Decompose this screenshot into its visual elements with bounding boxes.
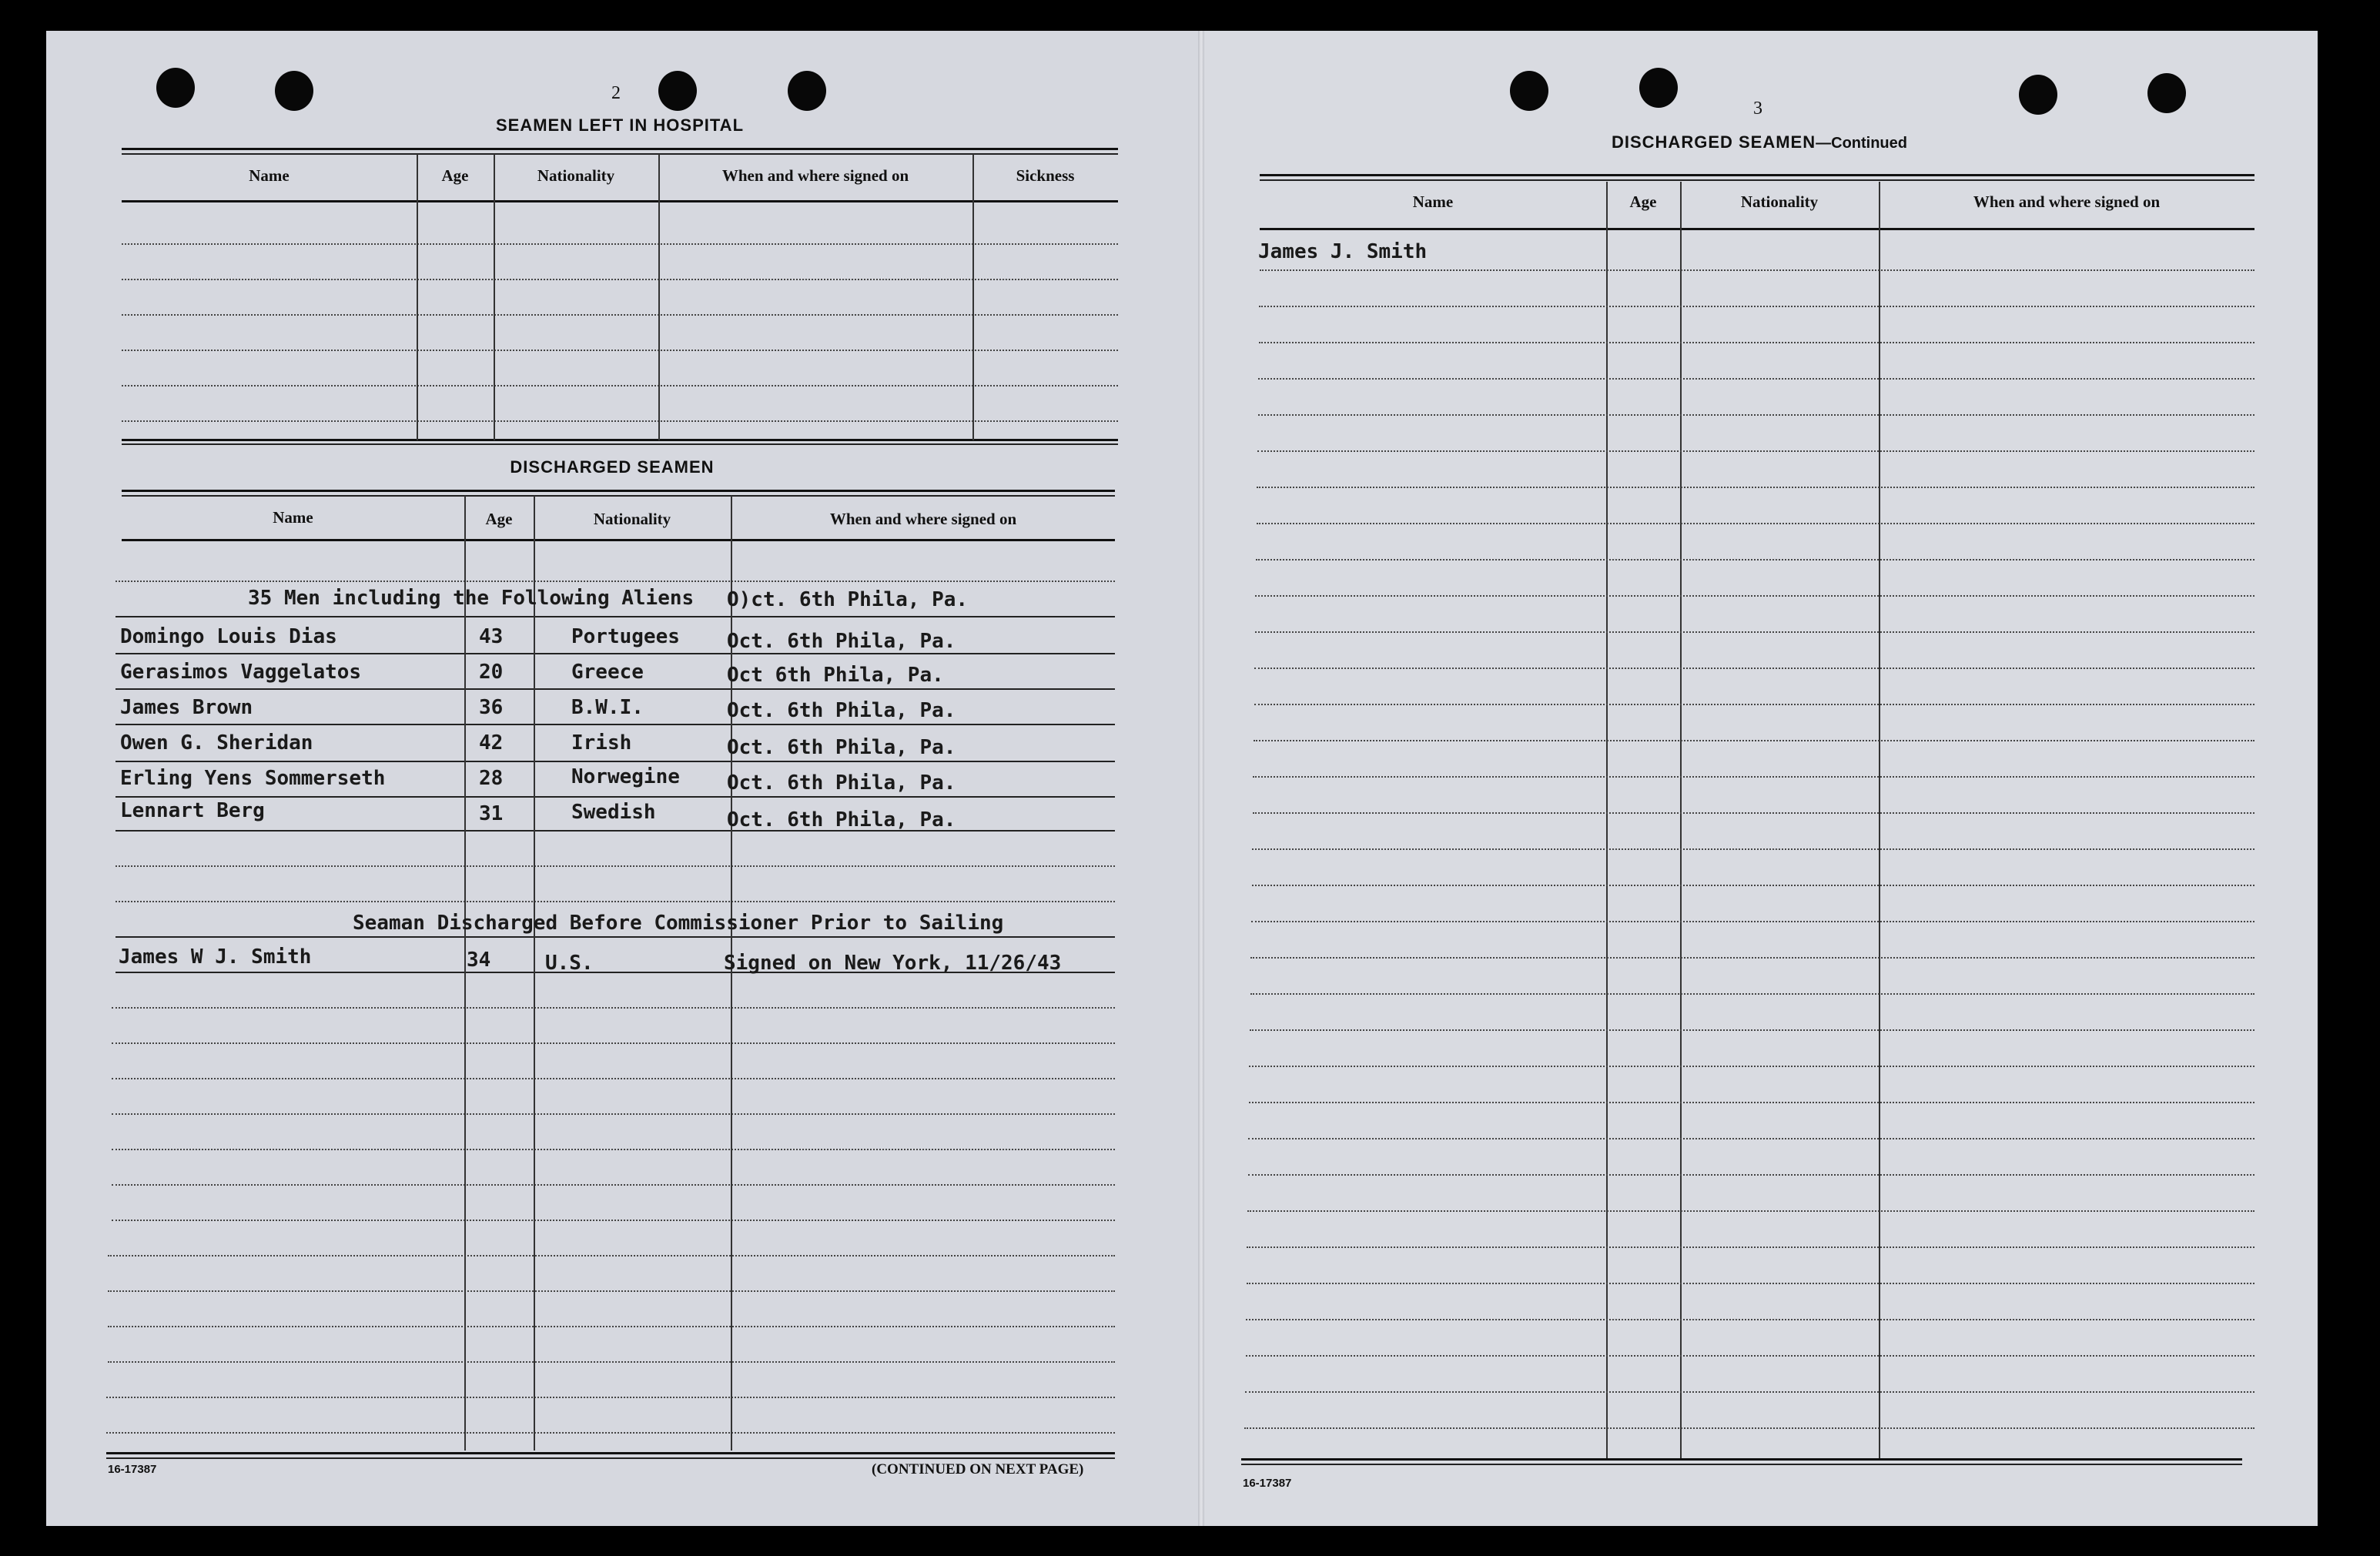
table-rule bbox=[106, 1452, 1115, 1454]
table-rule bbox=[115, 865, 1115, 867]
table-rule bbox=[1254, 740, 2254, 741]
table-rule bbox=[1254, 668, 2254, 669]
seaman-name: Owen G. Sheridan bbox=[120, 731, 313, 755]
table-rule bbox=[1251, 921, 2254, 922]
table-rule bbox=[1241, 1458, 2242, 1461]
punch-hole bbox=[1639, 68, 1678, 108]
table-rule bbox=[1259, 342, 2254, 343]
table-rule bbox=[1241, 1464, 2242, 1465]
group-signed-on: O)ct. 6th Phila, Pa. bbox=[727, 588, 969, 611]
seaman-nationality: U.S. bbox=[545, 952, 594, 975]
table-rule bbox=[1260, 179, 2254, 181]
section-title-suffix: —Continued bbox=[1816, 135, 1907, 152]
table-rule bbox=[112, 1042, 1115, 1044]
table-rule bbox=[115, 581, 1115, 582]
table-rule bbox=[1247, 1283, 2254, 1284]
col-header-sickness: Sickness bbox=[1016, 166, 1075, 185]
column-divider bbox=[1606, 182, 1608, 1460]
col-header-name: Name bbox=[273, 508, 313, 527]
seaman-age: 28 bbox=[479, 767, 504, 790]
table-rule bbox=[1246, 1319, 2254, 1320]
table-rule bbox=[1258, 378, 2254, 380]
seaman-nationality: Swedish bbox=[571, 801, 656, 824]
table-rule bbox=[1247, 1210, 2254, 1212]
table-rule bbox=[122, 385, 1118, 386]
table-rule bbox=[1244, 1427, 2254, 1429]
table-rule bbox=[1259, 306, 2254, 307]
seaman-name: Gerasimos Vaggelatos bbox=[120, 661, 362, 684]
table-rule bbox=[1250, 993, 2254, 995]
seaman-name: James Brown bbox=[120, 696, 253, 719]
table-rule bbox=[122, 200, 1118, 202]
column-divider bbox=[658, 154, 660, 440]
table-rule bbox=[122, 279, 1118, 280]
seaman-name: James W J. Smith bbox=[119, 945, 312, 969]
section-title-main: DISCHARGED SEAMEN bbox=[1611, 132, 1816, 152]
column-divider bbox=[972, 154, 974, 440]
seaman-age: 31 bbox=[479, 802, 504, 825]
table-rule bbox=[1245, 1391, 2254, 1393]
seaman-signed-on: Oct. 6th Phila, Pa. bbox=[727, 699, 956, 722]
table-rule bbox=[106, 1432, 1115, 1434]
punch-hole bbox=[788, 71, 826, 111]
table-rule bbox=[115, 724, 1115, 725]
seaman-nationality: Irish bbox=[571, 731, 632, 755]
column-divider bbox=[464, 496, 466, 1451]
hospital-section-title: SEAMEN LEFT IN HOSPITAL bbox=[495, 115, 745, 135]
before-sailing-heading: Seaman Discharged Before Commissioner Prior to Sailing bbox=[353, 912, 1004, 935]
col-header-name: Name bbox=[249, 166, 290, 185]
punch-hole bbox=[275, 71, 313, 111]
col-header-age: Age bbox=[441, 166, 469, 185]
table-rule bbox=[1255, 595, 2254, 597]
table-rule bbox=[1253, 812, 2254, 814]
table-rule bbox=[1252, 848, 2254, 850]
discharged-continued-title bbox=[1578, 132, 1940, 152]
table-rule bbox=[115, 653, 1115, 654]
table-rule bbox=[1257, 523, 2254, 524]
table-rule bbox=[106, 1457, 1115, 1459]
column-divider bbox=[494, 154, 495, 440]
col-header-age: Age bbox=[485, 510, 513, 528]
table-rule bbox=[1254, 704, 2254, 705]
table-rule bbox=[112, 1078, 1115, 1079]
col-header-name: Name bbox=[1412, 192, 1454, 211]
col-header-signed-on: When and where signed on bbox=[721, 166, 909, 185]
column-divider bbox=[534, 496, 535, 1451]
seaman-age: 20 bbox=[479, 661, 504, 684]
seaman-signed-on: Oct. 6th Phila, Pa. bbox=[727, 630, 956, 653]
seaman-signed-on: Oct 6th Phila, Pa. bbox=[727, 664, 944, 687]
table-rule bbox=[108, 1326, 1115, 1327]
table-rule bbox=[122, 439, 1118, 441]
seaman-signed-on: Oct. 6th Phila, Pa. bbox=[727, 808, 956, 832]
table-rule bbox=[115, 830, 1115, 832]
table-rule bbox=[122, 243, 1118, 245]
table-rule bbox=[122, 490, 1115, 492]
table-rule bbox=[122, 420, 1118, 422]
seaman-nationality: Greece bbox=[571, 661, 644, 684]
seaman-name: James J. Smith bbox=[1258, 240, 1428, 263]
column-divider bbox=[417, 154, 418, 440]
seaman-name: Lennart Berg bbox=[120, 799, 265, 822]
table-rule bbox=[1253, 776, 2254, 778]
table-rule bbox=[122, 443, 1118, 445]
table-rule bbox=[106, 1397, 1115, 1398]
column-divider bbox=[1879, 182, 1880, 1460]
table-rule bbox=[1249, 1102, 2254, 1103]
punch-hole bbox=[2019, 75, 2057, 115]
seaman-nationality: Norwegine bbox=[571, 765, 680, 788]
seaman-age: 36 bbox=[479, 696, 504, 719]
seaman-signed-on: Oct. 6th Phila, Pa. bbox=[727, 771, 956, 795]
punch-hole bbox=[1510, 71, 1548, 111]
table-rule bbox=[1260, 174, 2254, 176]
table-rule bbox=[112, 1184, 1115, 1186]
column-divider bbox=[1680, 182, 1682, 1460]
seaman-name: Erling Yens Sommerseth bbox=[120, 767, 386, 790]
seaman-nationality: Portugees bbox=[571, 625, 680, 648]
col-header-nationality: Nationality bbox=[593, 510, 671, 528]
seaman-signed-on: Oct. 6th Phila, Pa. bbox=[727, 736, 956, 759]
continued-note: (CONTINUED ON NEXT PAGE) bbox=[872, 1461, 1084, 1477]
seaman-signed-on: Signed on New York, 11/26/43 bbox=[724, 952, 1062, 975]
col-header-nationality: Nationality bbox=[537, 166, 615, 185]
table-rule bbox=[1249, 1066, 2254, 1067]
col-header-signed-on: When and where signed on bbox=[1973, 192, 2161, 211]
seaman-age: 42 bbox=[479, 731, 504, 755]
table-rule bbox=[122, 495, 1115, 497]
table-rule bbox=[112, 1007, 1115, 1009]
table-rule bbox=[122, 314, 1118, 316]
table-rule bbox=[1260, 269, 2254, 271]
seaman-nationality: B.W.I. bbox=[571, 696, 644, 719]
table-rule bbox=[115, 901, 1115, 902]
table-rule bbox=[112, 1149, 1115, 1150]
table-rule bbox=[108, 1290, 1115, 1292]
table-rule bbox=[1258, 414, 2254, 416]
table-rule bbox=[1255, 631, 2254, 633]
table-rule bbox=[1250, 957, 2254, 959]
form-number: 16-17387 bbox=[1243, 1477, 1292, 1490]
seaman-age: 43 bbox=[479, 625, 504, 648]
page-fold bbox=[1198, 31, 1204, 1526]
table-rule bbox=[1248, 1174, 2254, 1176]
discharged-section-title: DISCHARGED SEAMEN bbox=[510, 457, 715, 477]
col-header-nationality: Nationality bbox=[1740, 192, 1819, 211]
table-rule bbox=[108, 1255, 1115, 1257]
table-rule bbox=[122, 350, 1118, 351]
punch-hole bbox=[658, 71, 697, 111]
seaman-name: Domingo Louis Dias bbox=[120, 625, 337, 648]
punch-hole bbox=[2147, 73, 2186, 113]
table-rule bbox=[1260, 228, 2254, 230]
table-rule bbox=[1246, 1355, 2254, 1357]
table-rule bbox=[1248, 1138, 2254, 1139]
table-rule bbox=[112, 1113, 1115, 1115]
table-rule bbox=[1252, 885, 2254, 886]
col-header-age: Age bbox=[1629, 192, 1657, 211]
table-rule bbox=[115, 616, 1115, 617]
table-rule bbox=[115, 688, 1115, 690]
table-rule bbox=[122, 539, 1115, 541]
table-rule bbox=[115, 796, 1115, 798]
table-rule bbox=[115, 761, 1115, 762]
table-rule bbox=[1257, 450, 2254, 452]
table-rule bbox=[122, 148, 1118, 150]
page-number: 3 bbox=[1753, 99, 1762, 119]
group-heading: 35 Men including the Following Aliens bbox=[248, 587, 695, 610]
table-rule bbox=[1247, 1246, 2254, 1248]
table-rule bbox=[1256, 559, 2254, 560]
page-number: 2 bbox=[611, 83, 621, 103]
punch-hole bbox=[156, 68, 195, 108]
table-rule bbox=[112, 1220, 1115, 1221]
table-rule bbox=[122, 153, 1118, 155]
seaman-age: 34 bbox=[467, 949, 491, 972]
form-number: 16-17387 bbox=[108, 1463, 157, 1476]
table-rule bbox=[1257, 487, 2254, 488]
table-rule bbox=[1250, 1029, 2254, 1031]
table-rule bbox=[115, 936, 1115, 938]
col-header-signed-on: When and where signed on bbox=[829, 510, 1017, 528]
table-rule bbox=[108, 1361, 1115, 1363]
